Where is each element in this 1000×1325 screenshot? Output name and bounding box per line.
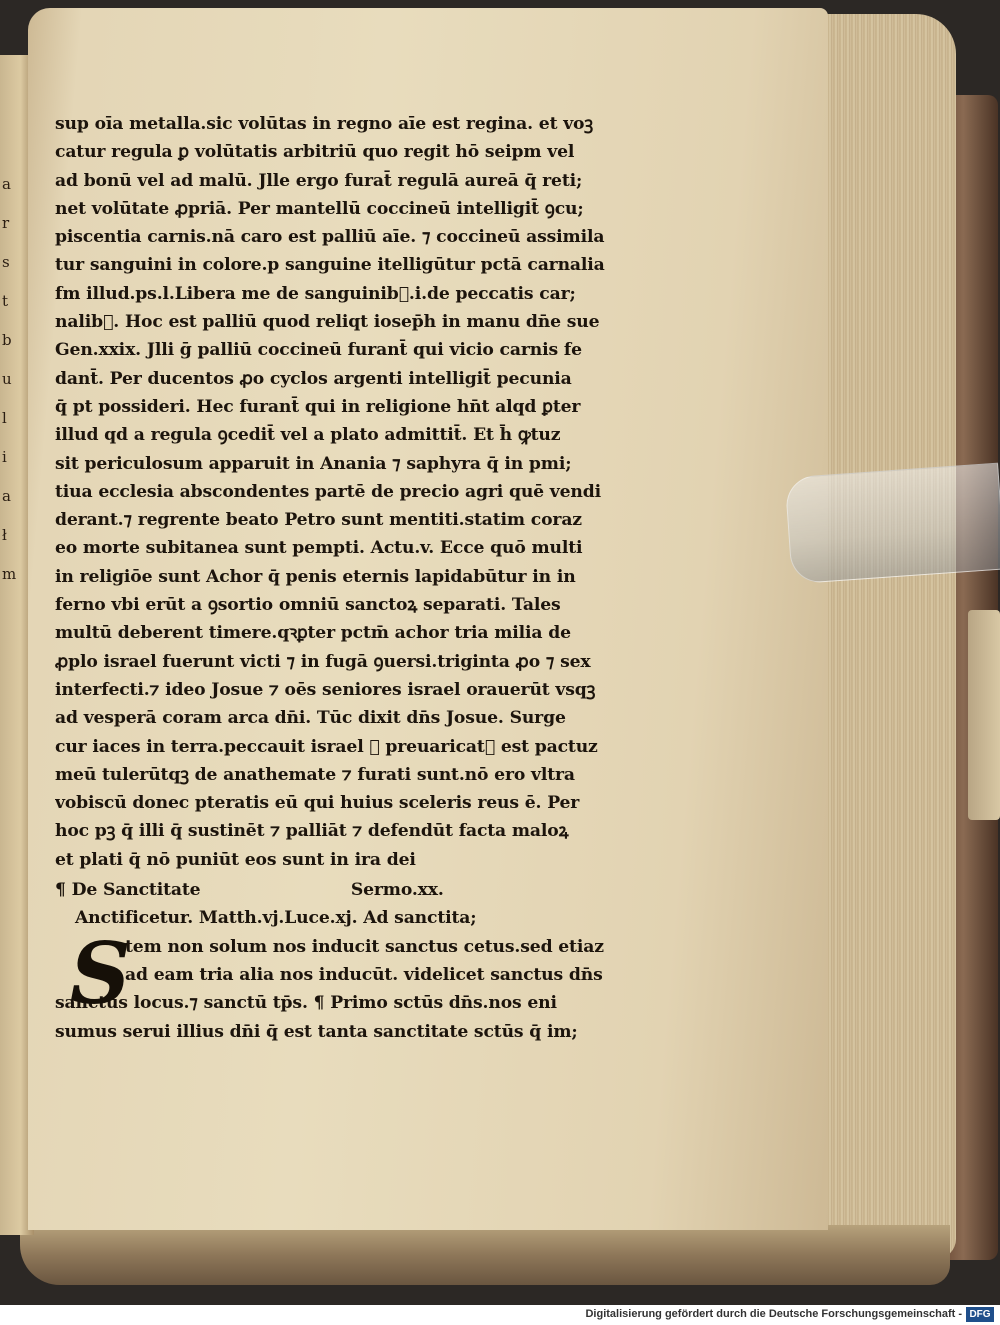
text-line: interfecti.⁊ ideo Josue ⁊ oēs seniores israel orauerūt vsqꝫ bbox=[55, 679, 596, 700]
text-line: multū deberent timere.qꝛꝑter pctm̄ achor tria milia de bbox=[55, 623, 571, 644]
text-line: vobiscū donec pteratis eū qui huius sceleris reus ē. Per bbox=[55, 793, 580, 814]
text-line: ad eam tria alia nos inducūt. videlicet sanctus dn̄s bbox=[125, 964, 603, 985]
funding-credit: Digitalisierung gefördert durch die Deutsche Forschungsgemeinschaft - bbox=[585, 1308, 962, 1320]
text-line: fm illud.ps.l.Libera me de sanguinib᷑.i.de peccatis car; bbox=[55, 283, 576, 304]
text-line: ad vesperā coram arca dn̄i. Tūc dixit dn̄s Josue. Surge bbox=[55, 708, 566, 729]
text-line: Gen.xxix. Jlli ḡ palliū coccineū furant̄ qui vicio carnis fe bbox=[55, 340, 582, 361]
text-line: et plati q̄ nō puniūt eos sunt in ira dei bbox=[55, 849, 416, 870]
text-line: tem non solum nos inducit sanctus cetus.sed etiaz bbox=[125, 936, 604, 957]
text-line: cur iaces in terra.peccauit israel ⁊ preuaricat᷑ est pactuz bbox=[55, 736, 598, 757]
text-line: sumus serui illius dn̄i q̄ est tanta sanctitate sctūs q̄ im; bbox=[55, 1021, 578, 1042]
text-line: hoc pꝫ q̄ illi q̄ sustinēt ⁊ palliāt ⁊ defendūt facta maloꝝ bbox=[55, 821, 569, 842]
text-line: derant.⁊ regrente beato Petro sunt mentiti.statim coraz bbox=[55, 510, 582, 531]
text-line: nalib᷑. Hoc est palliū quod reliqt iosep̄h in manu dn̄e sue bbox=[55, 312, 600, 333]
text-line: q̄ pt possideri. Hec furant̄ qui in religione hn̄t alqd ꝑter bbox=[55, 396, 581, 417]
sermon-body bbox=[55, 904, 645, 1045]
text-line: sanctus locus.⁊ sanctū tp̄s. ¶ Primo sctūs dn̄s.nos eni bbox=[55, 993, 557, 1014]
text-line: meū tulerūtqꝫ de anathemate ⁊ furati sunt.nō ero vltra bbox=[55, 764, 575, 785]
text-line: net volūtate ꝓpriā. Per mantellū coccineū intelligit̄ ꝯcu; bbox=[55, 198, 584, 219]
sermon-number: Sermo.xx. bbox=[350, 880, 444, 901]
sermon-title: ¶ De Sanctitate bbox=[55, 880, 201, 901]
book-clasp bbox=[968, 610, 1000, 820]
text-line: dant̄. Per ducentos ꝓo cyclos argenti intelligit̄ pecunia bbox=[55, 368, 572, 389]
text-line: ad bonū vel ad malū. Jlle ergo furat̄ regulā aureā q̄ reti; bbox=[55, 170, 583, 191]
left-page-margin-text: a r s t b u l i a ł m bbox=[2, 175, 17, 583]
text-line: in religiōe sunt Achor q̄ penis eternis lapidabūtur in in bbox=[55, 566, 576, 587]
text-line: Anctificetur. Matth.vj.Luce.xj. Ad sanctita; bbox=[75, 908, 477, 929]
sermon-heading bbox=[55, 876, 645, 904]
text-line: illud qd a regula ꝯcedit̄ vel a plato admittit̄. Et h̄ ꝙtuz bbox=[55, 425, 561, 446]
dfg-logo: DFG bbox=[966, 1307, 994, 1322]
decorated-initial: S bbox=[70, 924, 131, 1024]
text-line: eo morte subitanea sunt pempti. Actu.v. Ecce quō multi bbox=[55, 538, 583, 559]
text-line: piscentia carnis.nā caro est palliū aīe. ⁊ coccineū assimila bbox=[55, 227, 605, 248]
book-bottom-edge bbox=[20, 1225, 950, 1285]
footer-bar bbox=[0, 1305, 1000, 1325]
text-line: catur regula ꝑ volūtatis arbitriū quo regit hō seipm vel bbox=[55, 142, 575, 163]
glass-page-holder bbox=[785, 463, 1000, 585]
text-line: tiua ecclesia abscondentes partē de precio agri quē vendi bbox=[55, 481, 602, 502]
text-line: sit periculosum apparuit in Anania ⁊ saphyra q̄ in pmi; bbox=[55, 453, 572, 474]
text-line: tur sanguini in colore.p sanguine itelligūtur pctā carnalia bbox=[55, 255, 605, 276]
text-line: ꝓplo israel fuerunt victi ⁊ in fugā ꝯuersi.triginta ꝓo ⁊ sex bbox=[55, 651, 591, 672]
text-line: sup oīa metalla.sic volūtas in regno aīe est regina. et voꝫ bbox=[55, 114, 593, 134]
text-line: ferno vbi erūt a ꝯsortio omniū sanctoꝝ separati. Tales bbox=[55, 595, 561, 616]
main-text-block bbox=[55, 110, 645, 1046]
